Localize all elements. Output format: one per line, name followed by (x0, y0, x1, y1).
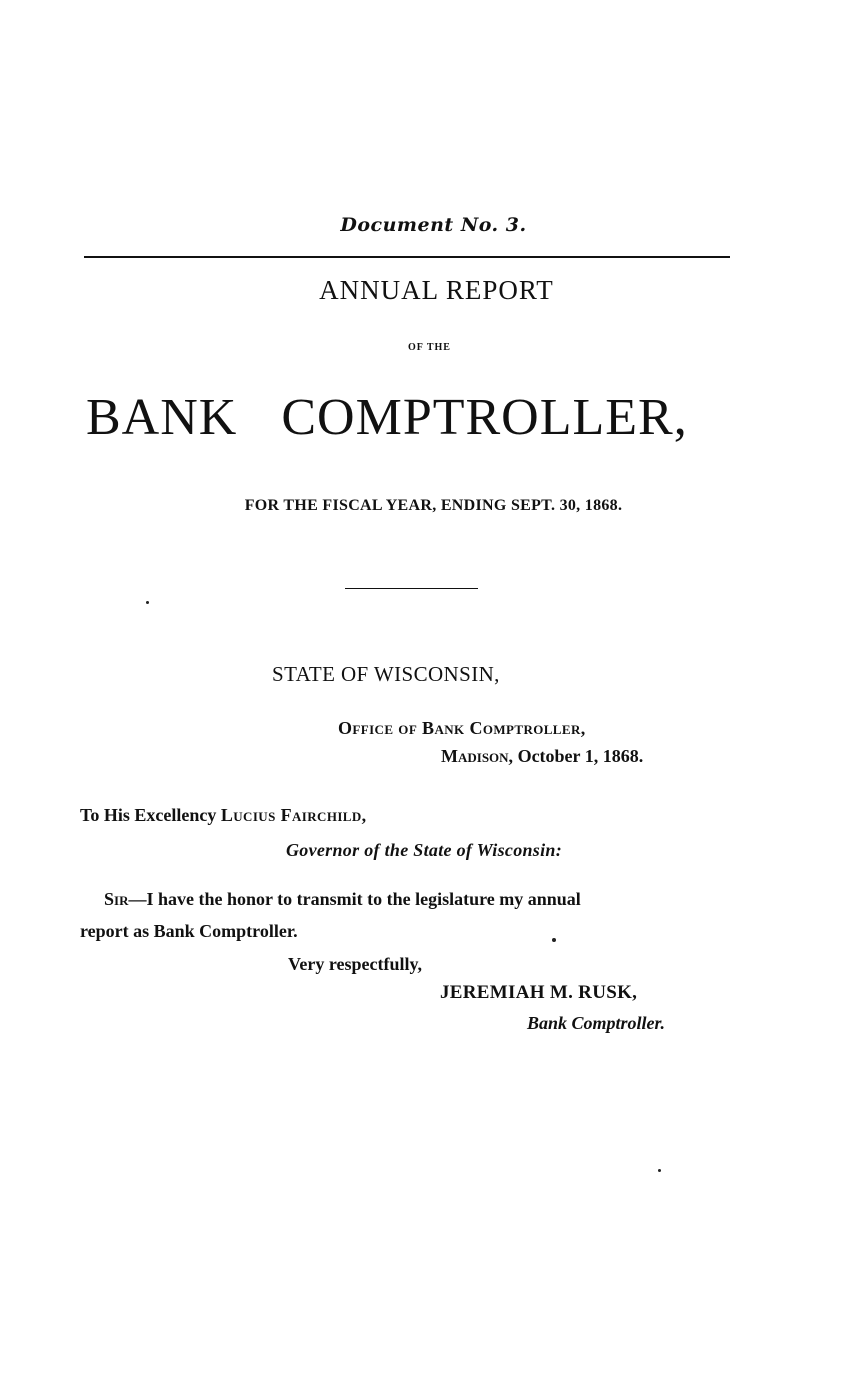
print-speck (552, 938, 556, 942)
letter-office: Office of Bank Comptroller, (338, 718, 586, 738)
short-rule-divider (345, 588, 478, 589)
letter-date: October 1, 1868. (517, 746, 644, 766)
report-title-connector: OF THE (408, 342, 451, 353)
letter-body-line-1 (104, 889, 581, 910)
main-title-word-comptroller: COMPTROLLER, (281, 389, 688, 446)
report-title: ANNUAL REPORT (319, 275, 554, 305)
addressee-name: Lucius Fairchild, (220, 805, 367, 825)
top-rule-divider (84, 256, 730, 258)
signer-name: JEREMIAH M. RUSK, (440, 982, 638, 1003)
fiscal-year-subtitle: FOR THE FISCAL YEAR, ENDING SEPT. 30, 1868. (244, 497, 623, 514)
signer-title: Bank Comptroller. (527, 1013, 666, 1033)
body-opening: Sir (104, 889, 129, 909)
print-speck (146, 601, 149, 604)
document-number: Document No. 3. (340, 214, 527, 236)
letter-addressee-line (80, 805, 367, 826)
salutation-prefix: To His Excellency (80, 805, 217, 825)
report-main-title (86, 388, 688, 447)
letter-closing: Very respectfully, (288, 954, 422, 974)
main-title-word-bank: BANK (86, 389, 238, 446)
letter-place-date (441, 746, 643, 767)
print-speck (658, 1169, 661, 1172)
letter-place: Madison, (441, 746, 514, 766)
letter-state-heading: STATE OF WISCONSIN, (272, 662, 500, 686)
body-text-1: —I have the honor to transmit to the legislature my annual (128, 889, 581, 909)
addressee-title: Governor of the State of Wisconsin: (286, 840, 563, 860)
letter-body-line-2: report as Bank Comptroller. (80, 921, 298, 941)
